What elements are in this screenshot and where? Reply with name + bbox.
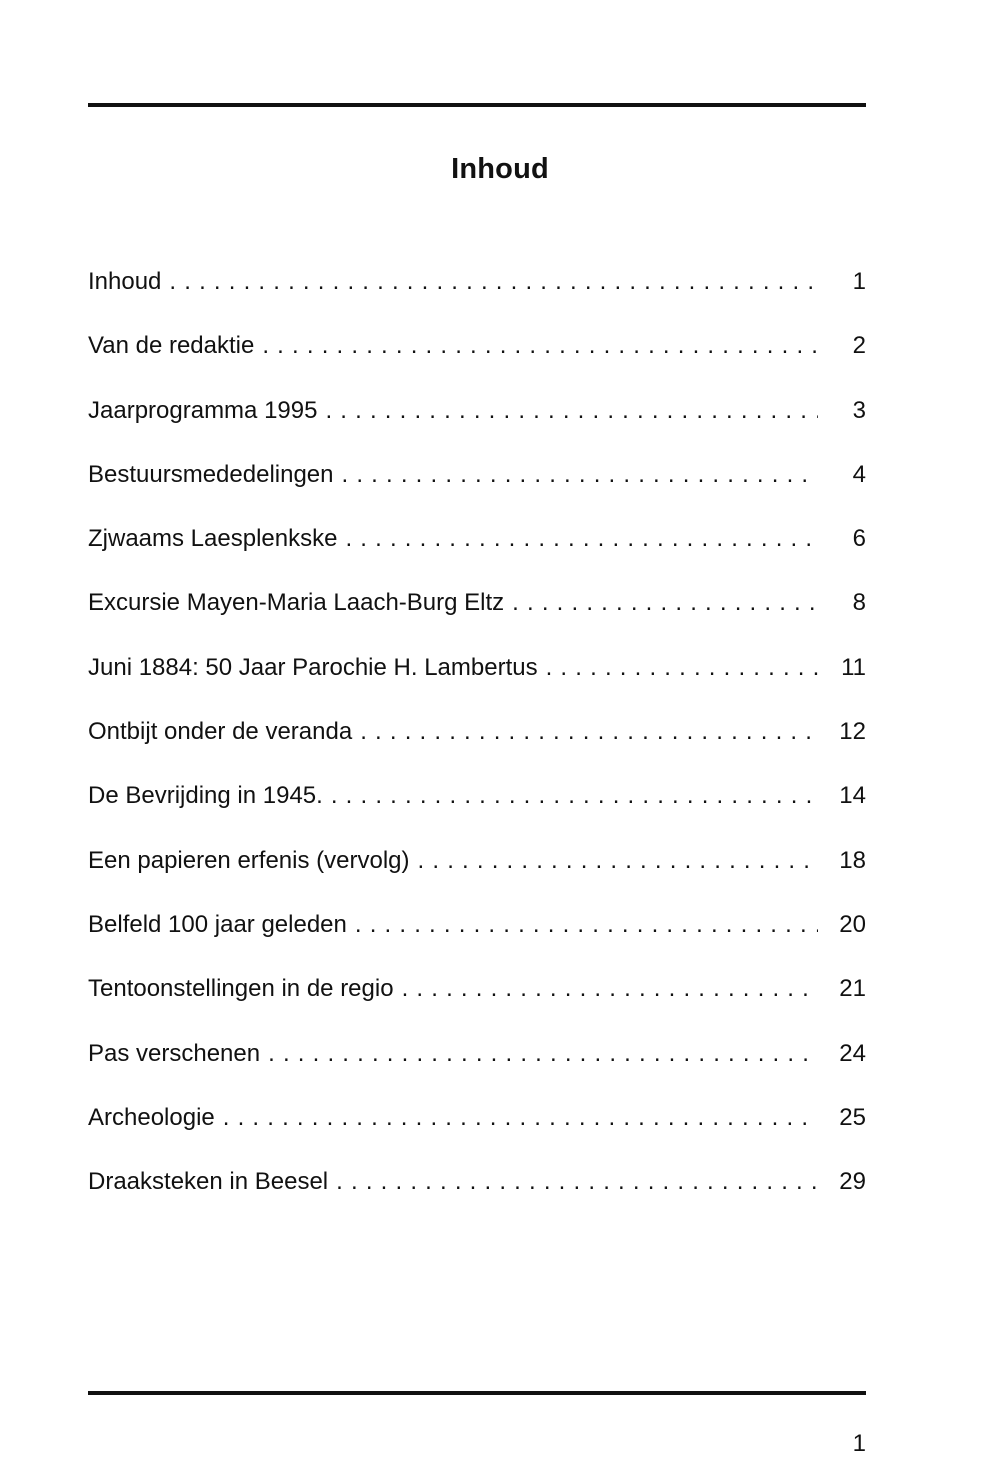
toc-entry bbox=[88, 332, 866, 396]
toc-dot-leader bbox=[262, 332, 818, 360]
toc-entry bbox=[88, 975, 866, 1039]
toc-entry-title: Inhoud bbox=[88, 268, 162, 295]
toc-entry-page: 2 bbox=[852, 332, 866, 360]
toc-entry bbox=[88, 1104, 866, 1168]
toc-entry-page: 3 bbox=[852, 396, 866, 424]
toc-entry-title: Jaarprogramma 1995 bbox=[88, 396, 318, 424]
toc-dot-leader bbox=[223, 1104, 818, 1132]
toc-entry-page: 12 bbox=[839, 718, 866, 746]
page-number: 1 bbox=[852, 1430, 866, 1457]
bottom-rule bbox=[88, 1391, 866, 1395]
toc-dot-leader bbox=[331, 782, 818, 810]
toc-entry-title: Ontbijt onder de veranda bbox=[88, 718, 353, 746]
toc-entry-title: De Bevrijding in 1945. bbox=[88, 782, 323, 810]
toc-entry bbox=[88, 525, 866, 589]
toc-entry bbox=[88, 654, 866, 718]
toc-entry-page: 11 bbox=[841, 653, 866, 681]
top-rule bbox=[88, 103, 866, 107]
toc-dot-leader bbox=[402, 975, 818, 1003]
page-title: Inhoud bbox=[451, 153, 549, 186]
toc-dot-leader bbox=[268, 1040, 818, 1068]
toc-entry-page: 14 bbox=[839, 782, 866, 810]
toc-entry-page: 1 bbox=[852, 268, 866, 295]
toc-dot-leader bbox=[360, 718, 818, 746]
toc-entry bbox=[88, 1040, 866, 1104]
toc-entry-title: Van de redaktie bbox=[88, 332, 255, 360]
toc-dot-leader bbox=[342, 461, 819, 489]
toc-entry-page: 25 bbox=[839, 1103, 866, 1131]
toc-dot-leader bbox=[169, 268, 818, 296]
toc-entry bbox=[88, 268, 866, 332]
toc-entry-page: 6 bbox=[852, 525, 866, 553]
toc-entry bbox=[88, 911, 866, 975]
toc-entry-page: 29 bbox=[839, 1168, 866, 1196]
toc-entry-page: 24 bbox=[839, 1039, 866, 1067]
toc-dot-leader bbox=[345, 525, 818, 553]
toc-entry bbox=[88, 461, 866, 525]
toc-entry-title: Pas verschenen bbox=[88, 1039, 261, 1067]
toc-entry bbox=[88, 397, 866, 461]
toc-entry-title: Belfeld 100 jaar geleden bbox=[88, 910, 347, 938]
toc-dot-leader bbox=[512, 589, 818, 617]
toc-entry-title: Draaksteken in Beesel bbox=[88, 1168, 329, 1196]
toc-dot-leader bbox=[355, 911, 818, 939]
toc-entry bbox=[88, 782, 866, 846]
toc-entry-page: 4 bbox=[852, 460, 866, 488]
toc-entry bbox=[88, 1168, 866, 1232]
table-of-contents bbox=[88, 268, 866, 1232]
toc-entry-title: Tentoonstellingen in de regio bbox=[88, 975, 394, 1003]
toc-entry-title: Archeologie bbox=[88, 1103, 215, 1131]
toc-dot-leader bbox=[546, 654, 818, 682]
toc-entry-page: 20 bbox=[839, 910, 866, 938]
toc-entry-page: 8 bbox=[852, 589, 866, 617]
toc-entry-title: Een papieren erfenis (vervolg) bbox=[88, 846, 410, 874]
toc-dot-leader bbox=[418, 847, 818, 875]
toc-entry bbox=[88, 847, 866, 911]
toc-dot-leader bbox=[325, 397, 818, 425]
toc-entry-title: Juni 1884: 50 Jaar Parochie H. Lambertus bbox=[88, 653, 538, 681]
toc-entry-title: Bestuursmededelingen bbox=[88, 460, 334, 488]
toc-entry bbox=[88, 589, 866, 653]
toc-entry bbox=[88, 718, 866, 782]
toc-entry-title: Zjwaams Laesplenkske bbox=[88, 525, 338, 553]
toc-dot-leader bbox=[336, 1168, 818, 1196]
toc-entry-title: Excursie Mayen-Maria Laach-Burg Eltz bbox=[88, 589, 505, 617]
toc-entry-page: 18 bbox=[839, 846, 866, 874]
toc-entry-page: 21 bbox=[839, 975, 866, 1003]
